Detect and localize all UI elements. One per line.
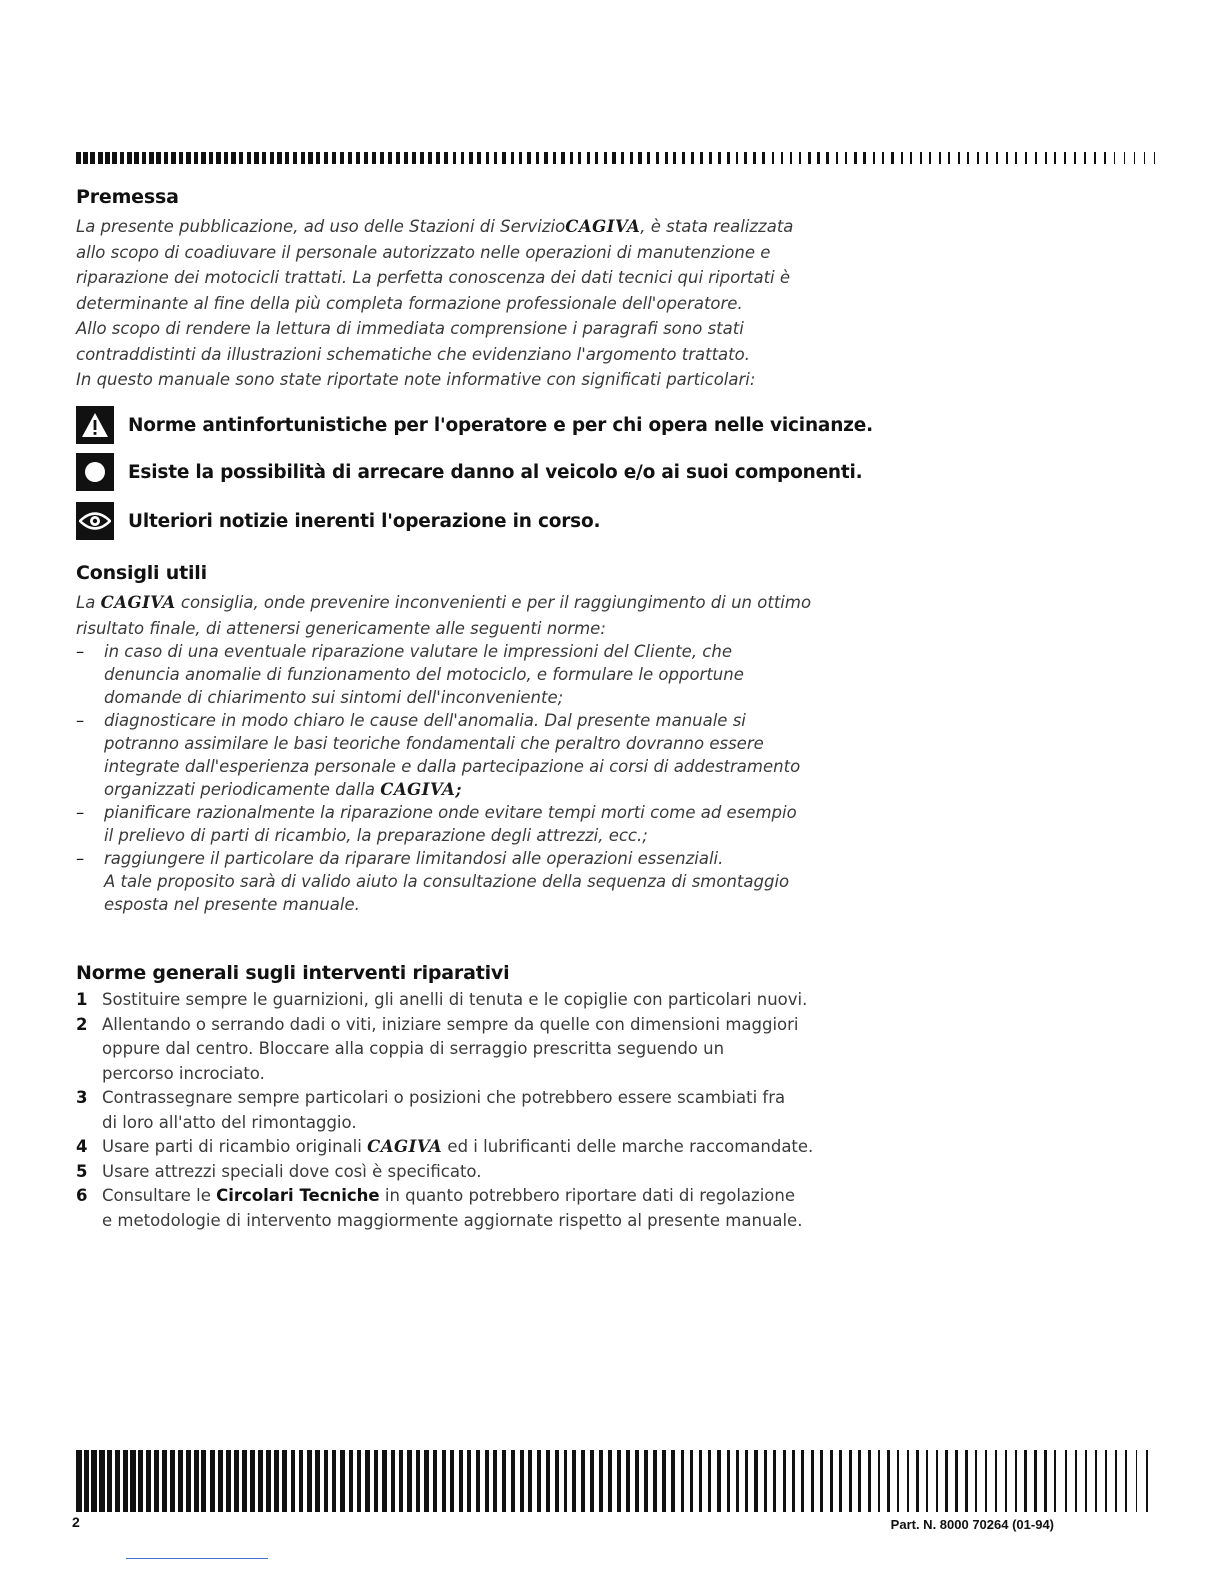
barcode-bar: [364, 152, 368, 164]
barcode-bar: [270, 152, 274, 164]
barcode-bar: [164, 152, 169, 164]
barcode-bar: [186, 152, 191, 164]
barcode-bar: [115, 1450, 120, 1512]
barcode-bar: [453, 152, 457, 164]
barcode-bar: [301, 152, 305, 164]
barcode-bar: [250, 1450, 255, 1512]
barcode-bar: [146, 1450, 151, 1512]
barcode-bar: [907, 1450, 910, 1512]
barcode-bar: [218, 1450, 223, 1512]
barcode-bar: [897, 1450, 900, 1512]
barcode-bar: [170, 1450, 175, 1512]
barcode-bar: [599, 1450, 603, 1512]
premessa-paragraph: La presente pubblicazione, ad uso delle Stazioni di ServizioCAGIVA, è stata realizzata allo scopo di coadiuvare il personale autorizzato nelle operazioni di manutenzione e riparazione dei motocicli trattati. La perfetta conoscenza dei dati tecnici qui riportati è determinante al fine della più completa formazione professionale dell'operatore. Allo scopo di rendere la lettura di immediata comprensione i paragrafi sono stati contraddistinti da illustrazioni schematiche che evidenziano l'argomento trattato. In questo manuale sono state riportate note informative con significati particolari:: [76, 217, 794, 389]
barcode-bar: [1034, 1450, 1036, 1512]
barcode-bar: [469, 152, 473, 164]
barcode-bar: [916, 1450, 919, 1512]
barcode-bar: [578, 152, 581, 164]
barcode-bar: [744, 152, 747, 164]
barcode-bar: [149, 152, 154, 164]
barcode-bar: [1024, 1450, 1026, 1512]
barcode-bar: [772, 152, 775, 164]
barcode-bar: [511, 1450, 515, 1512]
barcode-bar: [868, 1450, 871, 1512]
barcode-bar: [520, 1450, 524, 1512]
list-item: – in caso di una eventuale riparazione valutare le impressioni del Cliente, che denuncia anomalie di funzionamento del motociclo, e formulare le opportune domande di chiarimento sui sintomi dell'inconveniente;: [76, 642, 744, 707]
barcode-bar: [1035, 152, 1037, 164]
barcode-bar: [388, 152, 392, 164]
barcode-bar: [372, 152, 376, 164]
list-item: – diagnosticare in modo chiaro le cause dell'anomalia. Dal presente manuale si potranno assimilare le basi teoriche fondamentali che peraltro dovranno essere integrate dall'esperienza personale e dalla partecipazione ai corsi di addestramento organizzati periodicamente dalla CAGIVA;: [76, 711, 801, 799]
barcode-bar: [186, 1450, 191, 1512]
barcode-bar: [764, 1450, 767, 1512]
list-item: 1 Sostituire sempre le guarnizioni, gli anelli di tenuta e le copiglie con particolari nuovi.: [76, 990, 808, 1009]
barcode-bar: [854, 152, 857, 164]
barcode-bar: [365, 1450, 370, 1512]
barcode-bar: [274, 1450, 279, 1512]
barcode-bar: [621, 152, 624, 164]
barcode-bar: [420, 152, 424, 164]
barcode-bar: [920, 152, 922, 164]
barcode-bar: [459, 1450, 463, 1512]
barcode-bar: [1054, 1450, 1056, 1512]
barcode-bar: [1136, 1450, 1138, 1512]
barcode-bar: [555, 1450, 559, 1512]
barcode-bar: [502, 152, 506, 164]
barcode-bar: [234, 1450, 239, 1512]
barcode-bar: [929, 152, 931, 164]
barcode-bar: [691, 152, 694, 164]
barcode-bar: [1084, 152, 1086, 164]
barcode-bar: [266, 1450, 271, 1512]
barcode-bar: [820, 1450, 823, 1512]
barcode-bar: [647, 152, 650, 164]
barcode-bar: [995, 1450, 997, 1512]
barcode-bar: [958, 152, 960, 164]
barcode-bar: [595, 152, 598, 164]
eye-icon: [76, 502, 114, 540]
barcode-bar: [444, 152, 448, 164]
barcode-bar: [340, 1450, 345, 1512]
barcode-bar: [194, 1450, 199, 1512]
barcode-bar: [1075, 1450, 1077, 1512]
barcode-bar: [671, 1450, 675, 1512]
barcode-bar: [948, 152, 950, 164]
barcode-bar: [986, 152, 988, 164]
barcode-bar: [450, 1450, 454, 1512]
barcode-bar: [461, 152, 465, 164]
barcode-bar: [477, 152, 481, 164]
barcode-bar: [239, 152, 244, 164]
notice-info-text: Ulteriori notizie inerenti l'operazione in corso.: [128, 510, 601, 532]
barcode-bar: [717, 1450, 720, 1512]
barcode-bar: [123, 1450, 128, 1512]
barcode-bar: [1065, 1450, 1067, 1512]
top-barcode-strip: [76, 152, 1156, 164]
barcode-bar: [1044, 1450, 1046, 1512]
barcode-bar: [91, 1450, 96, 1512]
barcode-bar: [127, 152, 132, 164]
norme-heading: Norme generali sugli interventi riparativi: [76, 962, 510, 984]
list-item: – pianificare razionalmente la riparazione onde evitare tempi morti come ad esempio il prelievo di parti di ricambio, la preparazione degli attrezzi, ecc.;: [76, 803, 797, 845]
barcode-bar: [681, 1450, 684, 1512]
barcode-bar: [528, 1450, 532, 1512]
caution-dot-icon: [76, 453, 114, 491]
barcode-bar: [587, 152, 590, 164]
barcode-bar: [985, 1450, 987, 1512]
barcode-bar: [162, 1450, 167, 1512]
barcode-bar: [653, 1450, 657, 1512]
barcode-bar: [178, 1450, 183, 1512]
barcode-bar: [412, 152, 416, 164]
barcode-bar: [753, 152, 756, 164]
barcode-bar: [590, 1450, 594, 1512]
list-item: 2 Allentando o serrando dadi o viti, iniziare sempre da quelle con dimensioni maggiori oppure dal centro. Bloccare alla coppia di serraggio prescritta seguendo un percorso incrociato.: [76, 1014, 799, 1083]
barcode-bar: [285, 152, 289, 164]
barcode-bar: [626, 1450, 630, 1512]
barcode-bar: [836, 152, 839, 164]
barcode-bar: [527, 152, 531, 164]
barcode-bar: [965, 1450, 968, 1512]
barcode-bar: [544, 152, 548, 164]
barcode-bar: [792, 1450, 795, 1512]
barcode-bar: [570, 152, 573, 164]
barcode-bar: [308, 152, 312, 164]
consigli-list: [76, 640, 801, 916]
barcode-bar: [194, 152, 199, 164]
barcode-bar: [1154, 152, 1156, 164]
barcode-bar: [662, 1450, 666, 1512]
barcode-bar: [608, 1450, 612, 1512]
barcode-bar: [1045, 152, 1047, 164]
barcode-bar: [247, 152, 252, 164]
barcode-bar: [617, 1450, 621, 1512]
barcode-bar: [156, 152, 161, 164]
barcode-bar: [340, 152, 344, 164]
barcode-bar: [105, 152, 110, 164]
barcode-bar: [839, 1450, 842, 1512]
barcode-bar: [936, 1450, 939, 1512]
barcode-bar: [90, 152, 95, 164]
barcode-bar: [630, 152, 633, 164]
barcode-bar: [1095, 1450, 1097, 1512]
barcode-bar: [536, 152, 540, 164]
barcode-bar: [396, 152, 400, 164]
barcode-bar: [428, 152, 432, 164]
barcode-bar: [171, 152, 176, 164]
barcode-bar: [762, 152, 765, 164]
barcode-bar: [436, 152, 440, 164]
barcode-bar: [142, 152, 147, 164]
barcode-bar: [493, 1450, 497, 1512]
barcode-bar: [945, 1450, 948, 1512]
barcode-bar: [656, 152, 659, 164]
barcode-bar: [399, 1450, 403, 1512]
barcode-bar: [817, 152, 820, 164]
barcode-bar: [107, 1450, 112, 1512]
barcode-bar: [887, 1450, 890, 1512]
circolari-tecniche-label: Circolari Tecniche: [216, 1186, 380, 1205]
barcode-bar: [316, 152, 320, 164]
barcode-bar: [926, 1450, 929, 1512]
barcode-bar: [98, 152, 103, 164]
barcode-bar: [612, 152, 615, 164]
brand-name: CAGIVA: [380, 780, 456, 799]
barcode-bar: [120, 152, 125, 164]
barcode-bar: [467, 1450, 471, 1512]
barcode-bar: [975, 1450, 977, 1512]
barcode-bar: [112, 152, 117, 164]
barcode-bar: [801, 1450, 804, 1512]
barcode-bar: [99, 1450, 104, 1512]
notice-safety: [76, 405, 873, 445]
barcode-bar: [783, 1450, 786, 1512]
norme-list: [76, 988, 814, 1233]
barcode-bar: [882, 152, 885, 164]
barcode-bar: [1006, 152, 1008, 164]
notice-damage-text: Esiste la possibilità di arrecare danno al veicolo e/o ai suoi componenti.: [128, 461, 863, 483]
premessa-heading: Premessa: [76, 186, 179, 208]
barcode-bar: [299, 1450, 304, 1512]
list-item: 6 Consultare le Circolari Tecniche in quanto potrebbero riportare dati di regolazione e metodologie di intervento maggiormente aggiornate rispetto al presente manuale.: [76, 1186, 803, 1230]
barcode-bar: [226, 1450, 231, 1512]
barcode-bar: [955, 1450, 958, 1512]
barcode-bar: [332, 152, 336, 164]
barcode-bar: [209, 152, 214, 164]
barcode-bar: [939, 152, 941, 164]
barcode-bar: [324, 152, 328, 164]
barcode-bar: [863, 152, 866, 164]
barcode-bar: [416, 1450, 420, 1512]
barcode-bar: [258, 1450, 263, 1512]
consigli-heading: Consigli utili: [76, 562, 207, 584]
barcode-bar: [977, 152, 979, 164]
barcode-bar: [553, 152, 557, 164]
barcode-bar: [849, 1450, 852, 1512]
barcode-bar: [790, 152, 793, 164]
brand-name: CAGIVA: [367, 1137, 443, 1156]
barcode-bar: [291, 1450, 296, 1512]
barcode-bar: [546, 1450, 550, 1512]
barcode-bar: [76, 152, 81, 164]
consigli-intro: La CAGIVA consiglia, onde prevenire inconvenienti e per il raggiungimento di un ottimo risultato finale, di attenersi genericamente alle seguenti norme:: [76, 593, 812, 638]
notice-safety-text: Norme antinfortunistiche per l'operatore e per chi opera nelle vicinanze.: [128, 414, 873, 436]
barcode-bar: [332, 1450, 337, 1512]
barcode-bar: [736, 152, 739, 164]
barcode-bar: [1094, 152, 1096, 164]
notice-info: [76, 501, 600, 541]
barcode-bar: [502, 1450, 506, 1512]
barcode-bar: [407, 1450, 411, 1512]
barcode-bar: [391, 1450, 395, 1512]
barcode-bar: [154, 1450, 159, 1512]
barcode-bar: [873, 152, 876, 164]
barcode-bar: [293, 152, 297, 164]
barcode-bar: [76, 1450, 82, 1512]
barcode-bar: [307, 1450, 312, 1512]
barcode-bar: [324, 1450, 329, 1512]
barcode-bar: [380, 152, 384, 164]
barcode-bar: [604, 152, 607, 164]
brand-name: CAGIVA: [100, 593, 176, 612]
barcode-bar: [638, 152, 641, 164]
barcode-bar: [277, 152, 281, 164]
barcode-bar: [485, 1450, 489, 1512]
barcode-bar: [231, 152, 236, 164]
barcode-bar: [1015, 1450, 1017, 1512]
link-underline: [126, 1558, 268, 1559]
list-item: 4 Usare parti di ricambio originali CAGIVA ed i lubrificanti delle marche raccomandate.: [76, 1137, 814, 1156]
barcode-bar: [357, 1450, 362, 1512]
barcode-bar: [382, 1450, 387, 1512]
barcode-bar: [891, 152, 893, 164]
list-item: 5 Usare attrezzi speciali dove così è specificato.: [76, 1161, 482, 1181]
barcode-bar: [808, 152, 811, 164]
part-number: Part. N. 8000 70264 (01-94): [890, 1517, 1054, 1532]
barcode-bar: [179, 152, 184, 164]
barcode-bar: [754, 1450, 757, 1512]
barcode-bar: [1085, 1450, 1087, 1512]
barcode-bar: [682, 152, 685, 164]
barcode-bar: [1146, 1450, 1148, 1512]
barcode-bar: [356, 152, 360, 164]
barcode-bar: [494, 152, 498, 164]
list-item: 3 Contrassegnare sempre particolari o posizioni che potrebbero essere scambiati fra di loro all'atto del rimontaggio.: [76, 1088, 786, 1132]
barcode-bar: [1134, 152, 1136, 164]
barcode-bar: [84, 1450, 90, 1512]
barcode-bar: [1115, 1450, 1117, 1512]
barcode-bar: [138, 1450, 143, 1512]
barcode-bar: [736, 1450, 739, 1512]
barcode-bar: [690, 1450, 693, 1512]
barcode-bar: [1105, 1450, 1107, 1512]
barcode-bar: [201, 1450, 206, 1512]
barcode-bar: [433, 1450, 437, 1512]
barcode-bar: [349, 1450, 354, 1512]
barcode-bar: [901, 152, 903, 164]
barcode-bar: [134, 152, 139, 164]
barcode-bar: [242, 1450, 247, 1512]
bottom-barcode-strip: [76, 1450, 1156, 1512]
barcode-bar: [858, 1450, 861, 1512]
barcode-bar: [665, 152, 668, 164]
barcode-bar: [830, 1450, 833, 1512]
barcode-bar: [210, 1450, 215, 1512]
barcode-bar: [282, 1450, 287, 1512]
barcode-bar: [1144, 152, 1146, 164]
barcode-bar: [727, 1450, 730, 1512]
barcode-bar: [561, 152, 565, 164]
barcode-bar: [511, 152, 515, 164]
barcode-bar: [201, 152, 206, 164]
barcode-bar: [486, 152, 490, 164]
barcode-bar: [1074, 152, 1076, 164]
barcode-bar: [83, 152, 88, 164]
barcode-bar: [781, 152, 784, 164]
notice-damage: [76, 452, 863, 492]
barcode-bar: [878, 1450, 881, 1512]
barcode-bar: [709, 152, 712, 164]
barcode-bar: [1005, 1450, 1007, 1512]
barcode-bar: [130, 1450, 135, 1512]
barcode-bar: [910, 152, 912, 164]
barcode-bar: [1064, 152, 1066, 164]
list-item: – raggiungere il particolare da riparare limitandosi alle operazioni essenziali. A tale proposito sarà di valido aiuto la consultazione della sequenza di smontaggio esposta nel presente manuale.: [76, 849, 790, 914]
barcode-bar: [1025, 152, 1027, 164]
barcode-bar: [564, 1450, 568, 1512]
warning-triangle-icon: [76, 406, 114, 444]
barcode-bar: [537, 1450, 541, 1512]
barcode-bar: [673, 152, 676, 164]
barcode-bar: [315, 1450, 320, 1512]
barcode-bar: [996, 152, 998, 164]
barcode-bar: [348, 152, 352, 164]
barcode-bar: [476, 1450, 480, 1512]
barcode-bar: [1104, 152, 1106, 164]
barcode-bar: [519, 152, 523, 164]
barcode-bar: [826, 152, 829, 164]
barcode-bar: [644, 1450, 648, 1512]
barcode-bar: [845, 152, 848, 164]
barcode-bar: [699, 1450, 702, 1512]
barcode-bar: [967, 152, 969, 164]
barcode-bar: [635, 1450, 639, 1512]
barcode-bar: [745, 1450, 748, 1512]
barcode-bar: [404, 152, 408, 164]
barcode-bar: [773, 1450, 776, 1512]
barcode-bar: [442, 1450, 446, 1512]
barcode-bar: [224, 152, 229, 164]
brand-name: CAGIVA: [565, 217, 641, 236]
barcode-bar: [262, 152, 266, 164]
page-number: 2: [72, 1514, 80, 1530]
barcode-bar: [1124, 152, 1126, 164]
barcode-bar: [424, 1450, 428, 1512]
barcode-bar: [1114, 152, 1116, 164]
barcode-bar: [581, 1450, 585, 1512]
barcode-bar: [254, 152, 258, 164]
barcode-bar: [572, 1450, 576, 1512]
barcode-bar: [1054, 152, 1056, 164]
barcode-bar: [1125, 1450, 1127, 1512]
barcode-bar: [700, 152, 703, 164]
barcode-bar: [708, 1450, 711, 1512]
barcode-bar: [727, 152, 730, 164]
barcode-bar: [718, 152, 721, 164]
barcode-bar: [216, 152, 221, 164]
barcode-bar: [374, 1450, 379, 1512]
barcode-bar: [811, 1450, 814, 1512]
barcode-bar: [799, 152, 802, 164]
barcode-bar: [1015, 152, 1017, 164]
